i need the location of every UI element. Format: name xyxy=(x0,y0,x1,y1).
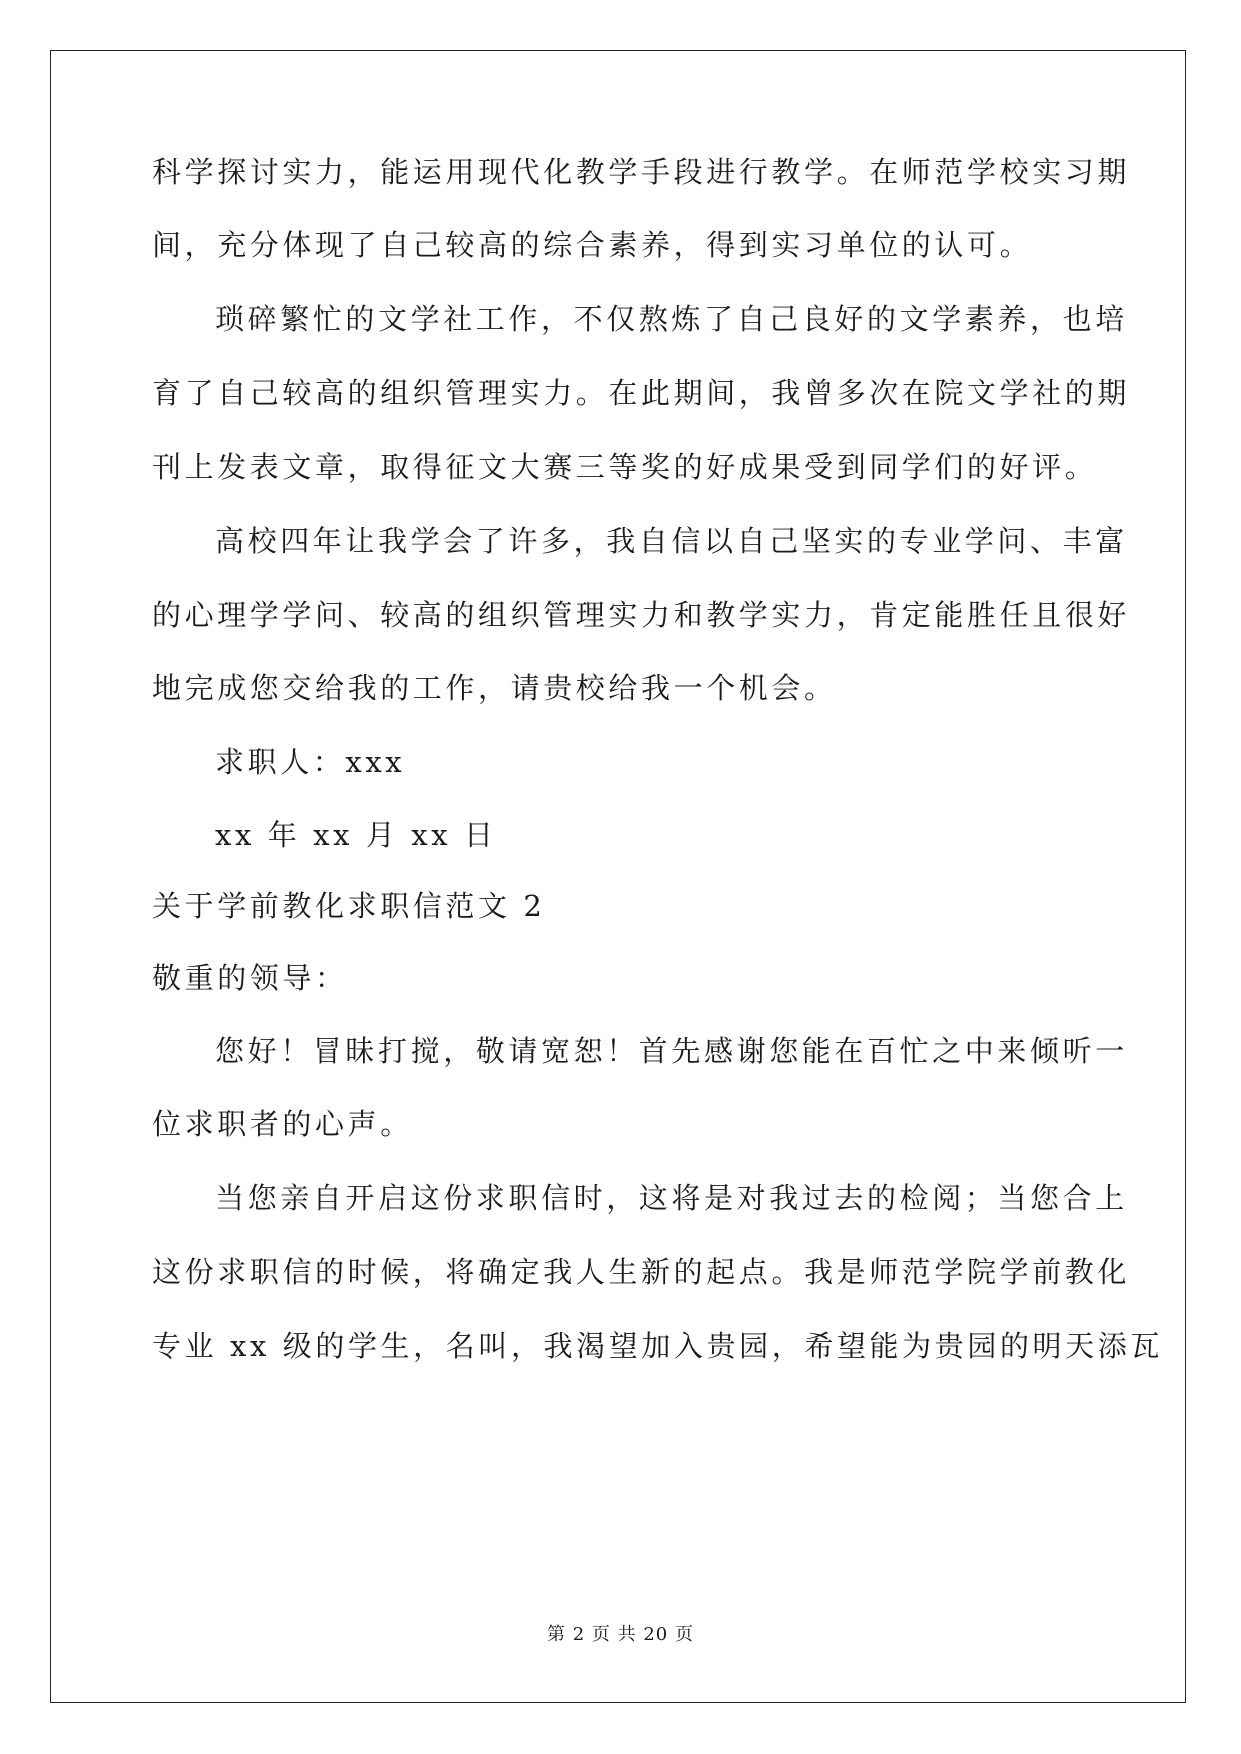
text-line-4: 育了自己较高的组织管理实力。在此期间，我曾多次在院文学社的期 xyxy=(152,376,1131,410)
text-line-14: 位求职者的心声。 xyxy=(152,1107,413,1141)
text-line-1: 科学探讨实力，能运用现代化教学手段进行教学。在师范学校实习期 xyxy=(152,155,1131,189)
text-line-8: 地完成您交给我的工作，请贵校给我一个机会。 xyxy=(152,671,837,705)
text-line-5: 刊上发表文章，取得征文大赛三等奖的好成果受到同学们的好评。 xyxy=(152,450,1098,484)
text-line-2: 间，充分体现了自己较高的综合素养，得到实习单位的认可。 xyxy=(152,228,1033,262)
text-line-15: 当您亲自开启这份求职信时，这将是对我过去的检阅；当您合上 xyxy=(215,1181,1128,1215)
text-line-13: 您好！冒昧打搅，敬请宽恕！首先感谢您能在百忙之中来倾听一 xyxy=(215,1034,1128,1068)
date-line: xx 年 xx 月 xx 日 xyxy=(215,818,497,852)
text-line-3: 琐碎繁忙的文学社工作，不仅熬炼了自己良好的文学素养，也培 xyxy=(215,302,1128,336)
section-title: 关于学前教化求职信范文 2 xyxy=(152,889,546,923)
text-line-16: 这份求职信的时候，将确定我人生新的起点。我是师范学院学前教化 xyxy=(152,1255,1131,1289)
signature-line: 求职人：xxx xyxy=(215,745,406,779)
text-line-17: 专业 xx 级的学生，名叫，我渴望加入贵园，希望能为贵园的明天添瓦 xyxy=(152,1329,1163,1363)
page-border xyxy=(50,50,1186,1703)
salutation: 敬重的领导： xyxy=(152,961,348,995)
text-line-7: 的心理学学问、较高的组织管理实力和教学实力，肯定能胜任且很好 xyxy=(152,598,1131,632)
text-line-6: 高校四年让我学会了许多，我自信以自己坚实的专业学问、丰富 xyxy=(215,524,1128,558)
page-number-footer: 第 2 页 共 20 页 xyxy=(547,1624,694,1645)
